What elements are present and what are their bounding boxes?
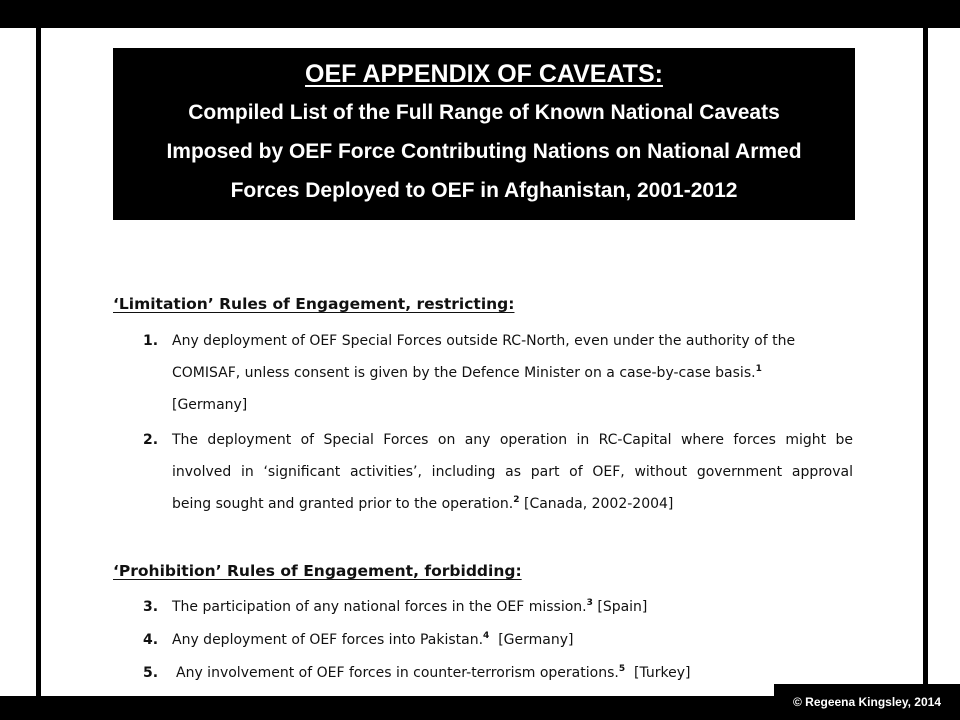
list-item-line-text: Any involvement of OEF forces in counter-terrorism operations.: [176, 665, 619, 681]
title-subtitle-line-1: Compiled List of the Full Range of Known National Caveats: [188, 101, 780, 124]
list-item-number: 4.: [143, 632, 159, 648]
list-item-3: [143, 591, 853, 623]
list-item-country: [Turkey]: [625, 665, 691, 681]
list-item-text: [172, 325, 853, 421]
list-item-number: 5.: [143, 665, 159, 681]
list-item-text: [172, 624, 853, 656]
page-border-right: [923, 28, 928, 696]
footnote-marker: 4: [483, 631, 490, 641]
list-item-number: 2.: [143, 432, 159, 448]
list-item-1: [143, 325, 853, 421]
list-item-2: [143, 424, 853, 520]
list-item-number: 3.: [143, 599, 159, 615]
footnote-marker: 2: [513, 495, 520, 505]
list-item-line: Any deployment of OEF Special Forces outside RC-North, even under the authority of the: [172, 333, 796, 349]
title-subtitle-line-2: Imposed by OEF Force Contributing Nations on National Armed: [166, 140, 802, 163]
list-item-4: [143, 624, 853, 656]
section-heading-limitation: ‘Limitation’ Rules of Engagement, restricting:: [113, 295, 515, 313]
copyright-notice: © Regeena Kingsley, 2014: [774, 684, 960, 720]
list-item-line-text: The participation of any national forces in the OEF mission.: [172, 599, 587, 615]
list-item-line: [172, 488, 853, 520]
list-item-line: The deployment of Special Forces on any operation in RC-Capital where forces might be: [172, 432, 853, 448]
list-item-line: [172, 591, 853, 623]
list-item-line-text: Any deployment of OEF forces into Pakistan.: [172, 632, 484, 648]
list-item-line-text: COMISAF, unless consent is given by the Defence Minister on a case-by-case basis.: [172, 365, 756, 381]
title-subtitle-line-3: Forces Deployed to OEF in Afghanistan, 2001-2012: [230, 179, 738, 202]
list-item-line: [176, 657, 853, 689]
footnote-marker: 5: [618, 664, 626, 674]
page-border-left: [36, 28, 41, 696]
list-item-text: [176, 657, 853, 689]
footnote-marker: 3: [586, 598, 593, 608]
list-item-country: [Germany]: [489, 632, 574, 648]
list-item-country: [Germany]: [172, 397, 248, 413]
list-item-line: involved in ‘significant activities’, including as part of OEF, without government approval: [172, 464, 853, 480]
title-main: OEF APPENDIX OF CAVEATS:: [305, 60, 663, 88]
list-item-country: [Canada, 2002-2004]: [519, 496, 674, 512]
title-banner: [113, 48, 855, 220]
list-item-number: 1.: [143, 333, 159, 349]
footnote-marker: 1: [755, 364, 762, 374]
section-heading-prohibition: ‘Prohibition’ Rules of Engagement, forbidding:: [113, 562, 522, 580]
slide: [0, 28, 960, 696]
list-item-text: [172, 591, 853, 623]
list-item-text: [172, 424, 853, 520]
list-item-country: [Spain]: [592, 599, 648, 615]
list-item-line-text: being sought and granted prior to the operation.: [172, 496, 514, 512]
list-item-line: [172, 624, 853, 656]
list-item-5: [143, 657, 853, 689]
list-item-line: [172, 357, 853, 389]
